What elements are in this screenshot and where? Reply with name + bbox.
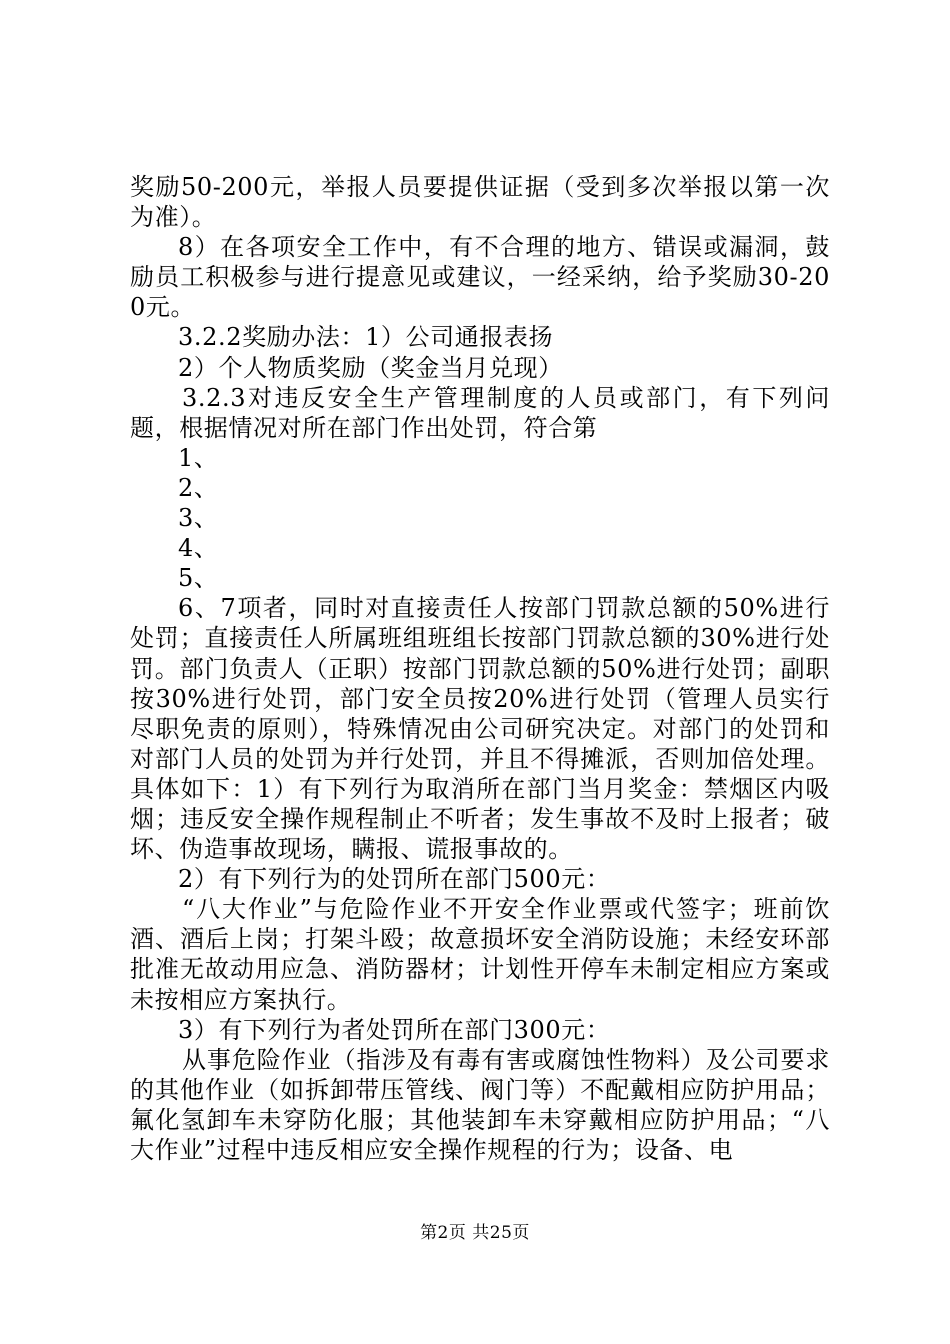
paragraph-penalty-500-items: “八大作业”与危险作业不开安全作业票或代签字；班前饮酒、酒后上岗；打架斗殴；故意损坏安全消防设施；未经安环部批准无故动用应急、消防器材；计划性开停车未制定相应方案或未按相应方案执行。	[130, 895, 830, 1014]
paragraph-reward-continuation: 奖励50-200元，举报人员要提供证据（受到多次举报以第一次为准）。	[130, 173, 830, 232]
paragraph-penalty-500-heading: 2）有下列行为的处罚所在部门500元：	[178, 865, 611, 894]
document-body	[130, 172, 830, 1165]
list-number-5: 5、	[178, 564, 219, 593]
paragraph-penalty-300-heading: 3）有下列行为者处罚所在部门300元：	[178, 1015, 611, 1044]
paragraph-reward-method: 3.2.2奖励办法：1）公司通报表扬	[178, 323, 554, 352]
paragraph-item-8: 8）在各项安全工作中，有不合理的地方、错误或漏洞，鼓励员工积极参与进行提意见或建议，一经采纳，给予奖励30-200元。	[130, 233, 830, 322]
page-footer: 第2页 共25页	[420, 1223, 530, 1243]
paragraph-material-reward: 2）个人物质奖励（奖金当月兑现）	[178, 353, 563, 382]
paragraph-penalty-rules: 6、7项者，同时对直接责任人按部门罚款总额的50%进行处罚；直接责任人所属班组班组长按部门罚款总额的30%进行处罚。部门负责人（正职）按部门罚款总额的50%进行处罚；副职按30%进行处罚，部门安全员按20%进行处罚（管理人员实行尽职免责的原则），特殊情况由公司研究决定。对部门的处罚和对部门人员的处罚为并行处罚，并且不得摊派，否则加倍处理。具体如下：1）有下列行为取消所在部门当月奖金：禁烟区内吸烟；违反安全操作规程制止不听者；发生事故不及时上报者；破坏、伪造事故现场，瞒报、谎报事故的。	[130, 594, 830, 864]
paragraph-penalty-300-items: 从事危险作业（指涉及有毒有害或腐蚀性物料）及公司要求的其他作业（如拆卸带压管线、阀门等）不配戴相应防护用品；氟化氢卸车未穿防化服；其他装卸车未穿戴相应防护用品；“八大作业”过程中违反相应安全操作规程的行为；设备、电	[130, 1045, 830, 1164]
list-number-1: 1、	[178, 443, 219, 472]
list-number-4: 4、	[178, 534, 219, 563]
list-number-2: 2、	[178, 473, 219, 502]
paragraph-3-2-3: 3.2.3对违反安全生产管理制度的人员或部门，有下列问题，根据情况对所在部门作出处罚，符合第	[130, 383, 830, 442]
list-number-3: 3、	[178, 504, 219, 533]
